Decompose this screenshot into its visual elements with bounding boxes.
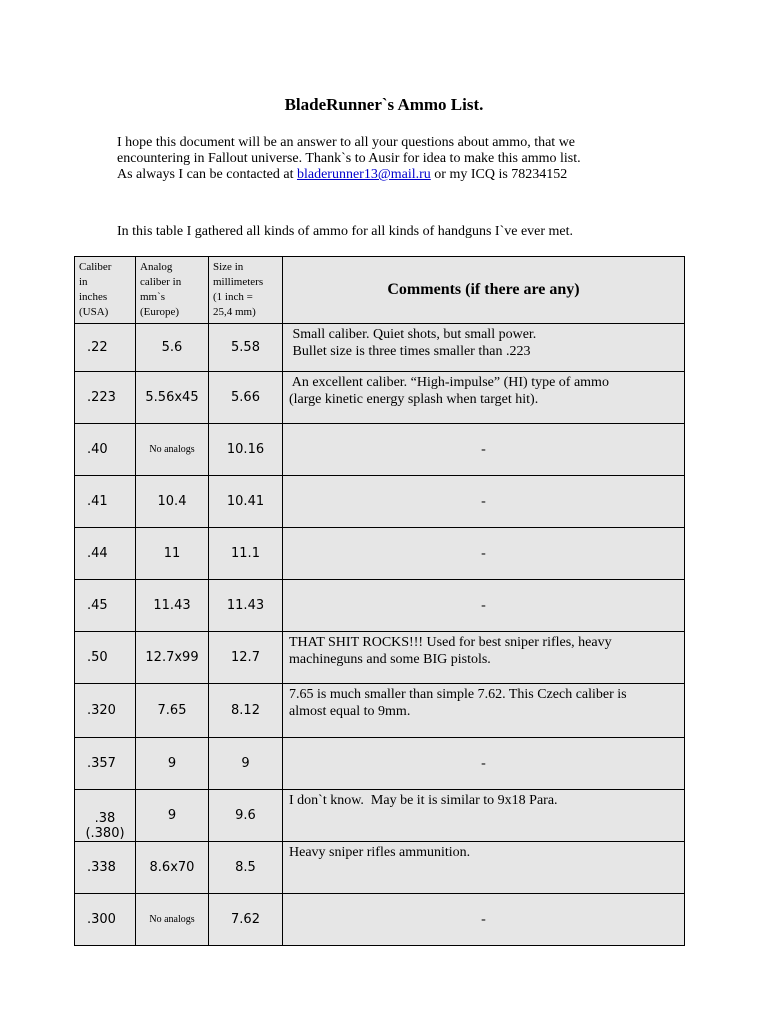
comment-line: - (481, 912, 486, 927)
analog-caliber-cell: 9 (136, 738, 209, 790)
comment-cell (283, 580, 685, 632)
size-mm-cell: 11.1 (209, 528, 283, 580)
intro-line (117, 167, 677, 183)
comment-line: An excellent caliber. “High-impulse” (HI) type of ammo (289, 375, 609, 390)
table-lead-text: In this table I gathered all kinds of ammo for all kinds of handguns I`ve ever met. (117, 224, 574, 239)
size-mm-cell: 5.66 (209, 372, 283, 424)
comment-line: - (481, 442, 486, 457)
caliber-inches-cell: .50 (75, 632, 136, 684)
ammo-table-body (75, 324, 685, 946)
ammo-row (75, 684, 685, 738)
comment-cell (283, 324, 685, 372)
contact-prefix: As always I can be contacted at (117, 167, 297, 182)
caliber-inches-cell: .38 (.380) (75, 790, 136, 842)
ammo-row (75, 632, 685, 684)
header-line: 25,4 mm) (213, 306, 256, 318)
ammo-row (75, 580, 685, 632)
caliber-inches-cell: .223 (75, 372, 136, 424)
size-mm-cell: 7.62 (209, 894, 283, 946)
header-line: Size in (213, 261, 244, 273)
comment-line: - (481, 598, 486, 613)
header-line: (Europe) (140, 306, 180, 318)
comment-line: machineguns and some BIG pistols. (289, 652, 491, 667)
contact-email-link[interactable]: bladerunner13@mail.ru (296, 167, 431, 182)
size-mm-cell: 12.7 (209, 632, 283, 684)
caliber-inches-cell: .22 (75, 324, 136, 372)
comment-line: - (481, 756, 486, 771)
caliber-inches-cell: .357 (75, 738, 136, 790)
caliber-inches-cell: .338 (75, 842, 136, 894)
comment-line: Small caliber. Quiet shots, but small power. (289, 327, 537, 342)
header-comments: Comments (if there are any) (283, 257, 685, 324)
analog-caliber-cell: 5.56x45 (136, 372, 209, 424)
comment-cell (283, 528, 685, 580)
ammo-row (75, 894, 685, 946)
comment-cell (283, 476, 685, 528)
comment-cell (283, 790, 685, 842)
header-line: millimeters (213, 276, 264, 288)
caliber-inches-cell: .320 (75, 684, 136, 738)
comment-line: (large kinetic energy splash when target hit). (289, 392, 539, 407)
caliber-inches-cell: .41 (75, 476, 136, 528)
header-size-mm (209, 257, 283, 324)
header-line: (1 inch = (213, 291, 253, 303)
analog-caliber-cell: No analogs (136, 894, 209, 946)
header-caliber-inches (75, 257, 136, 324)
header-line: inches (79, 291, 108, 303)
header-line: Analog (140, 261, 173, 273)
analog-caliber-cell: 12.7x99 (136, 632, 209, 684)
ammo-row (75, 372, 685, 424)
analog-caliber-cell: 10.4 (136, 476, 209, 528)
size-mm-cell: 10.41 (209, 476, 283, 528)
comment-line: THAT SHIT ROCKS!!! Used for best sniper rifles, heavy (289, 635, 612, 650)
comment-cell (283, 424, 685, 476)
comment-cell (283, 372, 685, 424)
size-mm-cell: 8.5 (209, 842, 283, 894)
contact-suffix: or my ICQ is 78234152 (430, 167, 568, 182)
comment-cell (283, 894, 685, 946)
analog-caliber-cell: 11.43 (136, 580, 209, 632)
size-mm-cell: 9 (209, 738, 283, 790)
comment-line: - (481, 546, 486, 561)
header-line: in (79, 276, 88, 288)
header-analog-caliber (136, 257, 209, 324)
comment-line: Heavy sniper rifles ammunition. (289, 845, 471, 860)
header-line: Caliber (79, 261, 112, 273)
comment-cell (283, 842, 685, 894)
ammo-table (74, 256, 685, 946)
size-mm-cell: 11.43 (209, 580, 283, 632)
ammo-row (75, 324, 685, 372)
comment-line: almost equal to 9mm. (289, 704, 411, 719)
caliber-inches-cell: .300 (75, 894, 136, 946)
caliber-inches-cell: .44 (75, 528, 136, 580)
ammo-row (75, 842, 685, 894)
comment-cell (283, 632, 685, 684)
analog-caliber-cell: 5.6 (136, 324, 209, 372)
caliber-inches-cell: .45 (75, 580, 136, 632)
comment-line: 7.65 is much smaller than simple 7.62. This Czech caliber is (289, 687, 627, 702)
ammo-row (75, 476, 685, 528)
comment-line: I don`t know. May be it is similar to 9x18 Para. (289, 793, 558, 808)
analog-caliber-cell: No analogs (136, 424, 209, 476)
analog-caliber-cell: 7.65 (136, 684, 209, 738)
header-line: mm`s (140, 291, 166, 303)
ammo-row (75, 790, 685, 842)
comment-line: Bullet size is three times smaller than .223 (289, 344, 531, 359)
document-title: BladeRunner`s Ammo List. (284, 95, 484, 114)
comment-cell (283, 684, 685, 738)
size-mm-cell: 5.58 (209, 324, 283, 372)
ammo-row (75, 738, 685, 790)
analog-caliber-cell: 11 (136, 528, 209, 580)
size-mm-cell: 8.12 (209, 684, 283, 738)
header-line: caliber in (140, 276, 182, 288)
header-line: (USA) (79, 306, 109, 318)
intro-paragraph (117, 135, 677, 183)
comment-line: - (481, 494, 486, 509)
intro-line: encountering in Fallout universe. Thank`s to Ausir for idea to make this ammo list. (117, 151, 581, 166)
size-mm-cell: 9.6 (209, 790, 283, 842)
comment-cell (283, 738, 685, 790)
ammo-row (75, 424, 685, 476)
analog-caliber-cell: 9 (136, 790, 209, 842)
size-mm-cell: 10.16 (209, 424, 283, 476)
ammo-row (75, 528, 685, 580)
intro-line: I hope this document will be an answer to all your questions about ammo, that we (117, 135, 576, 150)
analog-caliber-cell: 8.6x70 (136, 842, 209, 894)
caliber-inches-cell: .40 (75, 424, 136, 476)
